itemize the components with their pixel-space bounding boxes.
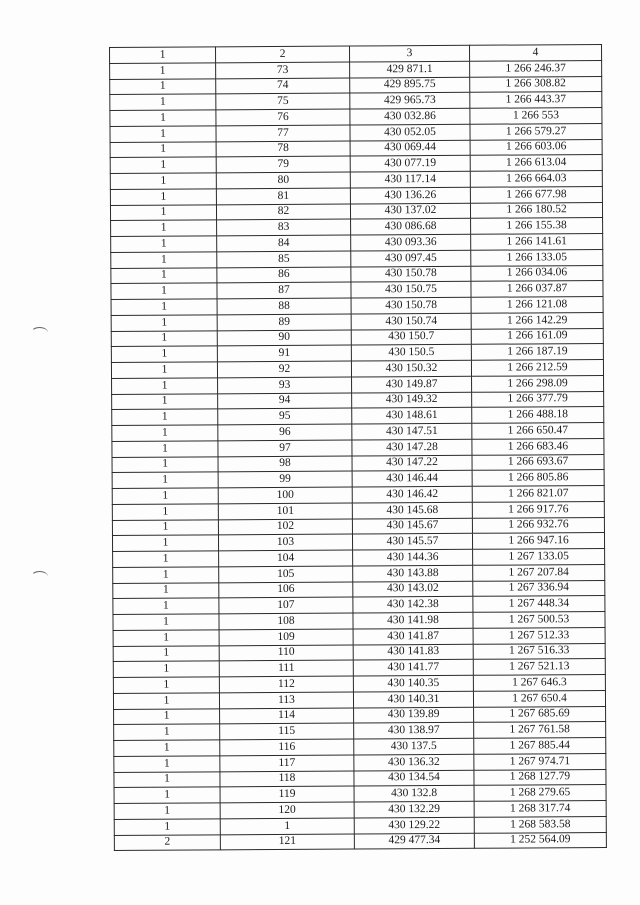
- x-coordinate-cell: 430 142.38: [353, 597, 473, 613]
- contour-cell: 1: [114, 756, 220, 772]
- y-coordinate-cell: 1 267 974.71: [474, 753, 606, 770]
- x-coordinate-cell: 430 149.87: [352, 376, 472, 392]
- point-number-cell: 119: [220, 786, 354, 803]
- x-coordinate-cell: 430 147.28: [352, 439, 472, 455]
- y-coordinate-cell: 1 267 516.33: [473, 643, 605, 660]
- y-coordinate-cell: 1 266 553: [470, 107, 602, 124]
- x-coordinate-cell: 430 144.36: [353, 549, 473, 565]
- point-number-cell: 113: [219, 692, 353, 709]
- point-number-cell: 110: [219, 645, 353, 662]
- y-coordinate-cell: 1 268 317.74: [474, 800, 606, 817]
- contour-cell: 1: [111, 220, 217, 236]
- contour-cell: 1: [114, 803, 220, 819]
- y-coordinate-cell: 1 266 037.87: [471, 281, 603, 298]
- x-coordinate-cell: 430 052.05: [350, 124, 470, 140]
- x-coordinate-cell: 430 143.88: [353, 565, 473, 581]
- contour-cell: 1: [114, 819, 220, 835]
- y-coordinate-cell: 1 266 947.16: [472, 533, 604, 550]
- point-number-cell: 101: [218, 503, 352, 520]
- contour-cell: 1: [113, 693, 219, 709]
- x-coordinate-cell: 430 147.22: [352, 455, 472, 471]
- point-number-cell: 96: [218, 424, 352, 441]
- x-coordinate-cell: 430 150.32: [351, 360, 471, 376]
- point-number-cell: 75: [216, 93, 350, 110]
- contour-cell: 1: [110, 173, 216, 189]
- y-coordinate-cell: 1 266 180.52: [470, 202, 602, 219]
- y-coordinate-cell: 1 267 885.44: [474, 737, 606, 754]
- contour-cell: 1: [113, 551, 219, 567]
- point-number-cell: 74: [216, 78, 350, 95]
- contour-cell: 1: [111, 315, 217, 331]
- contour-cell: 1: [111, 283, 217, 299]
- contour-cell: 1: [110, 189, 216, 205]
- contour-cell: 1: [110, 204, 216, 220]
- contour-cell: 1: [110, 126, 216, 142]
- point-number-cell: 121: [220, 834, 354, 851]
- y-coordinate-cell: 1 266 133.05: [471, 249, 603, 266]
- contour-cell: 1: [112, 488, 218, 504]
- point-number-cell: 88: [217, 298, 351, 315]
- contour-cell: 1: [110, 78, 216, 94]
- point-number-cell: 93: [218, 377, 352, 394]
- contour-cell: 2: [114, 834, 220, 850]
- contour-cell: 1: [114, 708, 220, 724]
- point-number-cell: 118: [220, 771, 354, 788]
- contour-cell: 1: [113, 598, 219, 614]
- y-coordinate-cell: 1 267 207.84: [473, 564, 605, 581]
- y-coordinate-cell: 1 268 583.58: [474, 816, 606, 833]
- point-number-cell: 104: [219, 550, 353, 567]
- y-coordinate-cell: 1 266 917.76: [472, 501, 604, 518]
- contour-cell: 1: [112, 504, 218, 520]
- x-coordinate-cell: 429 965.73: [350, 93, 470, 109]
- contour-cell: 1: [112, 441, 218, 457]
- y-coordinate-cell: 1 266 298.09: [472, 375, 604, 392]
- point-number-cell: 1: [220, 818, 354, 835]
- point-number-cell: 116: [220, 739, 354, 756]
- x-coordinate-cell: 430 140.35: [353, 675, 473, 691]
- contour-cell: 1: [113, 661, 219, 677]
- contour-cell: 1: [113, 677, 219, 693]
- point-number-cell: 87: [217, 282, 351, 299]
- y-coordinate-cell: 1 266 377.79: [472, 391, 604, 408]
- x-coordinate-cell: 430 093.36: [351, 234, 471, 250]
- y-coordinate-cell: 1 266 677.98: [470, 186, 602, 203]
- punch-hole-mark: [31, 571, 48, 582]
- contour-cell: 1: [112, 519, 218, 535]
- point-number-cell: 78: [216, 141, 350, 158]
- x-coordinate-cell: 430 145.57: [352, 534, 472, 550]
- point-number-cell: 114: [220, 708, 354, 725]
- x-coordinate-cell: 430 150.75: [351, 282, 471, 298]
- x-coordinate-cell: 430 148.61: [352, 408, 472, 424]
- point-number-cell: 82: [216, 204, 350, 221]
- x-coordinate-cell: 430 129.22: [354, 817, 474, 833]
- point-number-cell: 109: [219, 629, 353, 646]
- y-coordinate-cell: 1 266 650.47: [472, 422, 604, 439]
- contour-cell: 1: [110, 94, 216, 110]
- x-coordinate-cell: 430 139.89: [354, 707, 474, 723]
- contour-cell: 1: [111, 267, 217, 283]
- x-coordinate-cell: 430 137.5: [354, 738, 474, 754]
- y-coordinate-cell: 1 266 488.18: [472, 407, 604, 424]
- contour-cell: 1: [111, 330, 217, 346]
- x-coordinate-cell: 430 150.78: [351, 297, 471, 313]
- contour-cell: 1: [111, 346, 217, 362]
- point-number-cell: 105: [219, 566, 353, 583]
- header-cell-2: 2: [216, 46, 350, 63]
- x-coordinate-cell: 430 147.51: [352, 423, 472, 439]
- x-coordinate-cell: 430 145.68: [352, 502, 472, 518]
- table-row: [114, 832, 606, 851]
- point-number-cell: 91: [217, 345, 351, 362]
- contour-cell: 1: [114, 787, 220, 803]
- header-cell-1: 1: [110, 47, 216, 63]
- header-cell-4: 4: [469, 44, 601, 61]
- coordinates-table: [109, 44, 607, 851]
- x-coordinate-cell: 430 141.77: [353, 660, 473, 676]
- contour-cell: 1: [112, 456, 218, 472]
- point-number-cell: 102: [218, 519, 352, 536]
- x-coordinate-cell: 430 146.44: [352, 471, 472, 487]
- y-coordinate-cell: 1 267 133.05: [473, 548, 605, 565]
- y-coordinate-cell: 1 267 761.58: [474, 722, 606, 739]
- contour-cell: 1: [110, 110, 216, 126]
- x-coordinate-cell: 429 895.75: [350, 77, 470, 93]
- contour-cell: 1: [112, 378, 218, 394]
- point-number-cell: 94: [218, 393, 352, 410]
- y-coordinate-cell: 1 266 212.59: [471, 359, 603, 376]
- point-number-cell: 76: [216, 109, 350, 126]
- point-number-cell: 98: [218, 456, 352, 473]
- x-coordinate-cell: 430 145.67: [352, 518, 472, 534]
- x-coordinate-cell: 430 150.78: [351, 266, 471, 282]
- point-number-cell: 103: [218, 534, 352, 551]
- contour-cell: 1: [110, 141, 216, 157]
- point-number-cell: 108: [219, 613, 353, 630]
- punch-hole-mark: [31, 327, 48, 338]
- x-coordinate-cell: 430 138.97: [354, 723, 474, 739]
- y-coordinate-cell: 1 266 034.06: [471, 265, 603, 282]
- x-coordinate-cell: 430 150.74: [351, 313, 471, 329]
- x-coordinate-cell: 430 141.98: [353, 612, 473, 628]
- point-number-cell: 107: [219, 597, 353, 614]
- contour-cell: 1: [111, 252, 217, 268]
- y-coordinate-cell: 1 266 141.61: [471, 233, 603, 250]
- x-coordinate-cell: 429 477.34: [354, 833, 474, 849]
- contour-cell: 1: [114, 740, 220, 756]
- y-coordinate-cell: 1 266 693.67: [472, 454, 604, 471]
- x-coordinate-cell: 430 134.54: [354, 770, 474, 786]
- y-coordinate-cell: 1 266 603.06: [470, 139, 602, 156]
- point-number-cell: 83: [217, 219, 351, 236]
- contour-cell: 1: [111, 236, 217, 252]
- y-coordinate-cell: 1 267 500.53: [473, 611, 605, 628]
- y-coordinate-cell: 1 267 685.69: [474, 706, 606, 723]
- point-number-cell: 115: [220, 723, 354, 740]
- y-coordinate-cell: 1 267 650.4: [473, 690, 605, 707]
- point-number-cell: 86: [217, 267, 351, 284]
- x-coordinate-cell: 430 032.86: [350, 108, 470, 124]
- y-coordinate-cell: 1 266 664.03: [470, 170, 602, 187]
- contour-cell: 1: [112, 425, 218, 441]
- y-coordinate-cell: 1 266 579.27: [470, 123, 602, 140]
- contour-cell: 1: [114, 771, 220, 787]
- y-coordinate-cell: 1 266 613.04: [470, 155, 602, 172]
- point-number-cell: 81: [216, 188, 350, 205]
- y-coordinate-cell: 1 266 805.86: [472, 470, 604, 487]
- x-coordinate-cell: 430 132.8: [354, 786, 474, 802]
- x-coordinate-cell: 430 069.44: [350, 140, 470, 156]
- contour-cell: 1: [114, 724, 220, 740]
- x-coordinate-cell: 430 141.87: [353, 628, 473, 644]
- point-number-cell: 73: [216, 62, 350, 79]
- x-coordinate-cell: 430 140.31: [353, 691, 473, 707]
- y-coordinate-cell: 1 266 187.19: [471, 344, 603, 361]
- y-coordinate-cell: 1 267 448.34: [473, 596, 605, 613]
- y-coordinate-cell: 1 266 161.09: [471, 328, 603, 345]
- y-coordinate-cell: 1 267 646.3: [473, 674, 605, 691]
- contour-cell: 1: [112, 393, 218, 409]
- point-number-cell: 92: [217, 361, 351, 378]
- x-coordinate-cell: 430 149.32: [352, 392, 472, 408]
- y-coordinate-cell: 1 268 279.65: [474, 785, 606, 802]
- x-coordinate-cell: 430 097.45: [351, 250, 471, 266]
- point-number-cell: 89: [217, 314, 351, 331]
- x-coordinate-cell: 430 141.83: [353, 644, 473, 660]
- contour-cell: 1: [112, 409, 218, 425]
- contour-cell: 1: [111, 362, 217, 378]
- y-coordinate-cell: 1 268 127.79: [474, 769, 606, 786]
- contour-cell: 1: [110, 157, 216, 173]
- y-coordinate-cell: 1 266 121.08: [471, 296, 603, 313]
- y-coordinate-cell: 1 266 142.29: [471, 312, 603, 329]
- contour-cell: 1: [113, 567, 219, 583]
- contour-cell: 1: [113, 630, 219, 646]
- point-number-cell: 77: [216, 125, 350, 142]
- point-number-cell: 117: [220, 755, 354, 772]
- x-coordinate-cell: 429 871.1: [350, 61, 470, 77]
- y-coordinate-cell: 1 266 155.38: [471, 218, 603, 235]
- point-number-cell: 106: [219, 582, 353, 599]
- contour-cell: 1: [113, 582, 219, 598]
- point-number-cell: 100: [218, 487, 352, 504]
- y-coordinate-cell: 1 266 308.82: [470, 76, 602, 93]
- x-coordinate-cell: 430 150.5: [351, 345, 471, 361]
- contour-cell: 1: [113, 645, 219, 661]
- y-coordinate-cell: 1 266 683.46: [472, 438, 604, 455]
- contour-cell: 1: [111, 299, 217, 315]
- y-coordinate-cell: 1 267 512.33: [473, 627, 605, 644]
- y-coordinate-cell: 1 252 564.09: [474, 832, 606, 849]
- x-coordinate-cell: 430 086.68: [351, 219, 471, 235]
- contour-cell: 1: [112, 472, 218, 488]
- contour-cell: 1: [113, 614, 219, 630]
- point-number-cell: 84: [217, 235, 351, 252]
- x-coordinate-cell: 430 136.26: [350, 187, 470, 203]
- point-number-cell: 90: [217, 330, 351, 347]
- x-coordinate-cell: 430 077.19: [350, 156, 470, 172]
- point-number-cell: 120: [220, 802, 354, 819]
- point-number-cell: 80: [216, 172, 350, 189]
- point-number-cell: 85: [217, 251, 351, 268]
- y-coordinate-cell: 1 266 443.37: [470, 92, 602, 109]
- contour-cell: 1: [110, 63, 216, 79]
- x-coordinate-cell: 430 136.32: [354, 754, 474, 770]
- point-number-cell: 112: [219, 676, 353, 693]
- point-number-cell: 97: [218, 440, 352, 457]
- y-coordinate-cell: 1 266 932.76: [472, 517, 604, 534]
- y-coordinate-cell: 1 266 821.07: [472, 485, 604, 502]
- point-number-cell: 79: [216, 156, 350, 173]
- y-coordinate-cell: 1 267 336.94: [473, 580, 605, 597]
- coordinates-table-body: [110, 44, 607, 850]
- x-coordinate-cell: 430 143.02: [353, 581, 473, 597]
- x-coordinate-cell: 430 137.02: [350, 203, 470, 219]
- point-number-cell: 111: [219, 660, 353, 677]
- x-coordinate-cell: 430 117.14: [350, 171, 470, 187]
- contour-cell: 1: [112, 535, 218, 551]
- y-coordinate-cell: 1 266 246.37: [470, 60, 602, 77]
- point-number-cell: 99: [218, 471, 352, 488]
- header-cell-3: 3: [349, 45, 469, 61]
- x-coordinate-cell: 430 146.42: [352, 486, 472, 502]
- y-coordinate-cell: 1 267 521.13: [473, 659, 605, 676]
- point-number-cell: 95: [218, 408, 352, 425]
- x-coordinate-cell: 430 132.29: [354, 801, 474, 817]
- x-coordinate-cell: 430 150.7: [351, 329, 471, 345]
